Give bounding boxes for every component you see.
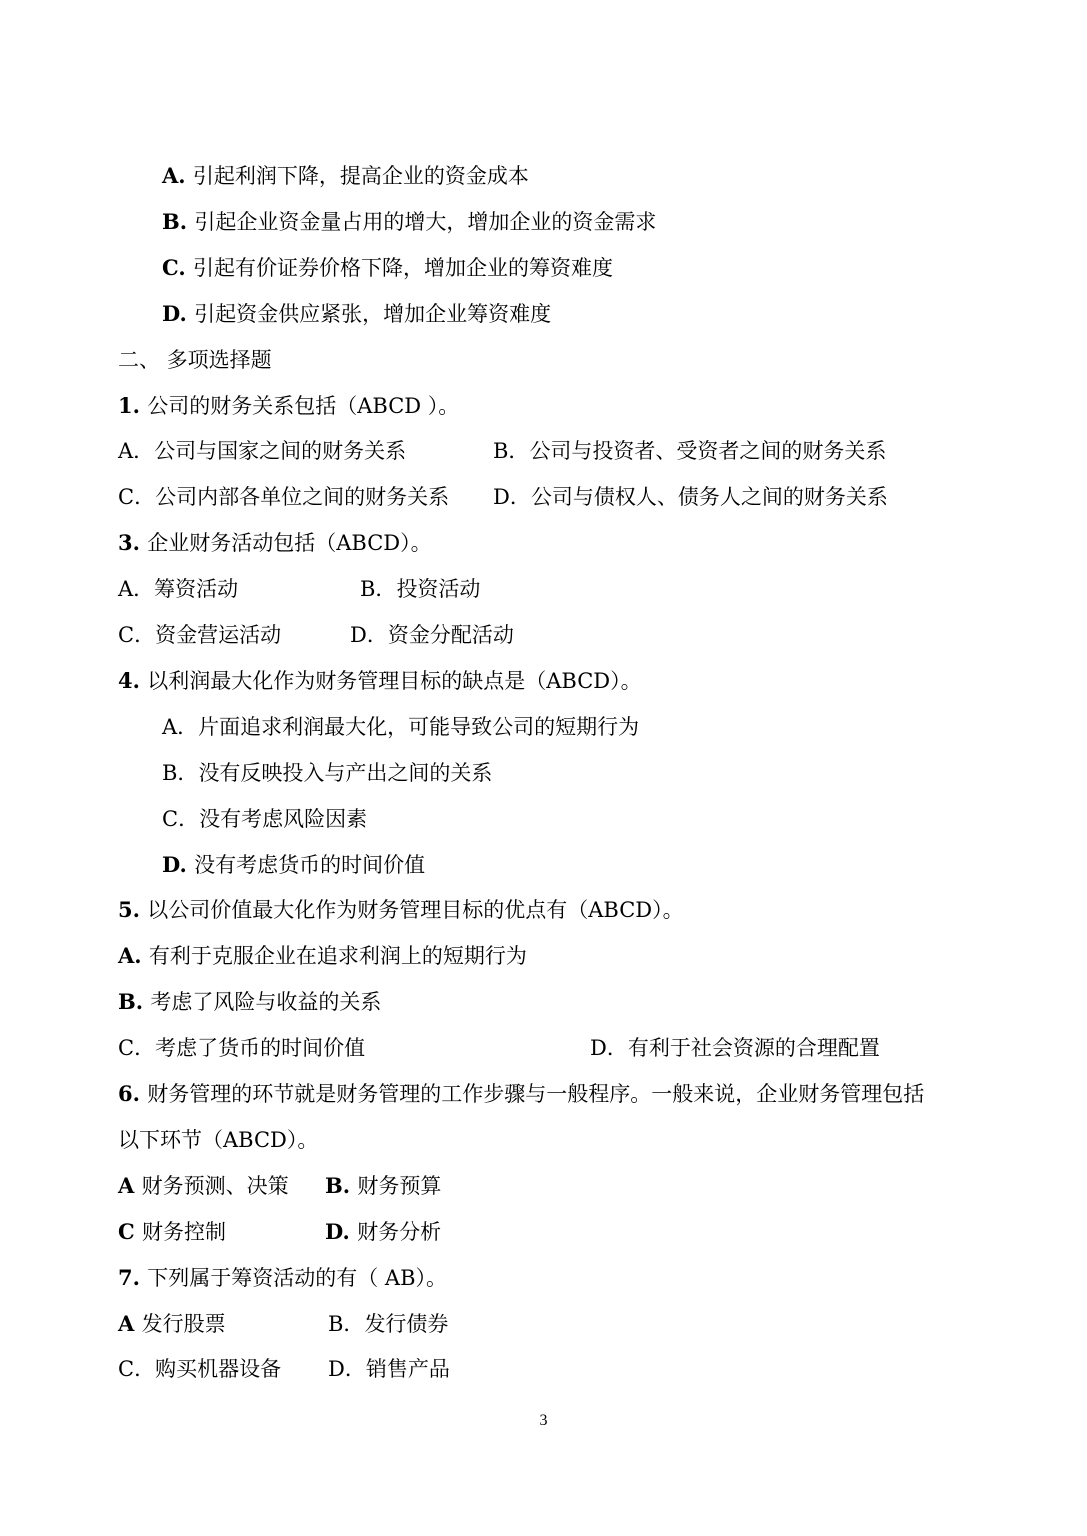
item-text: 多项选择题 xyxy=(160,347,272,372)
text-line xyxy=(0,1354,1087,1384)
item-text: 以公司价值最大化作为财务管理目标的优点有（ABCD）。 xyxy=(147,898,684,923)
item-text: 资金分配活动 xyxy=(387,623,514,647)
text-line xyxy=(0,1079,1087,1109)
item-text: 财务分析 xyxy=(357,1219,442,1244)
item-label: 6. xyxy=(118,1081,148,1106)
item-text: 考虑了货币的时间价值 xyxy=(155,1036,366,1061)
item-text: 有利于克服企业在追求利润上的短期行为 xyxy=(148,944,527,969)
item-label: A xyxy=(118,1172,142,1198)
text-segment xyxy=(325,1217,441,1247)
text-segment xyxy=(162,758,492,788)
item-label: 4. xyxy=(118,667,148,693)
text-line xyxy=(0,574,1087,604)
item-text: 片面追求利润最大化，可能导致公司的短期行为 xyxy=(198,714,640,739)
item-label: D． xyxy=(590,1036,628,1061)
page-number: 3 xyxy=(539,1412,548,1429)
text-segment xyxy=(162,804,367,834)
item-label: 3. xyxy=(118,530,148,556)
text-segment xyxy=(162,207,656,237)
item-text: 以下环节（ABCD）。 xyxy=(118,1127,319,1152)
text-line xyxy=(0,1217,1087,1247)
item-text: 企业财务活动包括（ABCD）。 xyxy=(147,531,432,556)
text-line xyxy=(0,1171,1087,1201)
item-text: 没有考虑货币的时间价值 xyxy=(194,852,426,877)
item-label: A． xyxy=(118,439,155,464)
item-label: 5. xyxy=(118,897,148,923)
item-label: B. xyxy=(325,1172,358,1198)
text-segment xyxy=(493,436,886,466)
text-line xyxy=(0,299,1087,329)
item-text: 公司与投资者、受资者之间的财务关系 xyxy=(529,439,887,464)
item-text: 公司与债权人、债务人之间的财务关系 xyxy=(530,485,888,510)
item-label: C． xyxy=(118,623,156,647)
text-line xyxy=(0,207,1087,237)
text-segment xyxy=(118,895,684,925)
item-text: 公司内部各单位之间的财务关系 xyxy=(155,485,450,510)
text-line xyxy=(0,253,1087,283)
item-label: D. xyxy=(325,1218,358,1244)
item-label: B． xyxy=(162,760,199,785)
text-segment xyxy=(328,1309,448,1339)
item-text: 引起资金供应紧张，增加企业筹资难度 xyxy=(194,301,552,326)
text-line xyxy=(0,804,1087,834)
item-text: 发行股票 xyxy=(141,1311,226,1336)
item-text: 以利润最大化作为财务管理目标的缺点是（ABCD）。 xyxy=(147,668,642,693)
item-text: 投资活动 xyxy=(396,577,481,602)
item-label: C． xyxy=(118,1036,156,1061)
item-label: 7. xyxy=(118,1264,148,1290)
text-segment xyxy=(118,666,642,696)
item-label: A xyxy=(118,1310,142,1336)
item-label: 二、 xyxy=(118,347,160,372)
item-text: 筹资活动 xyxy=(154,577,239,602)
text-segment xyxy=(118,528,432,558)
text-segment xyxy=(162,253,613,283)
text-segment xyxy=(162,712,639,742)
item-label: D． xyxy=(350,623,388,647)
item-label: C． xyxy=(162,806,200,831)
item-text: 财务控制 xyxy=(142,1219,227,1244)
item-label: C． xyxy=(118,1357,156,1382)
text-segment xyxy=(118,1217,226,1247)
item-text: 资金营运活动 xyxy=(155,623,282,647)
item-text: 引起利润下降，提高企业的资金成本 xyxy=(192,164,529,188)
item-label: A. xyxy=(118,943,149,969)
text-line xyxy=(0,987,1087,1017)
item-label: B． xyxy=(360,577,397,602)
text-segment xyxy=(118,941,527,971)
text-segment xyxy=(360,574,480,604)
item-label: B. xyxy=(118,989,151,1015)
text-line xyxy=(0,345,1087,375)
item-label: A． xyxy=(118,577,155,602)
item-label: B. xyxy=(162,208,195,234)
item-text: 没有考虑风险因素 xyxy=(199,806,368,831)
text-line xyxy=(0,1263,1087,1293)
text-segment xyxy=(162,850,425,880)
text-line xyxy=(0,1033,1087,1063)
item-text: 财务预测、决策 xyxy=(141,1173,289,1198)
item-text: 没有反映投入与产出之间的关系 xyxy=(198,760,493,785)
text-segment xyxy=(118,1125,318,1155)
text-line xyxy=(0,620,1087,650)
item-text: 引起有价证券价格下降，增加企业的筹资难度 xyxy=(192,255,613,280)
text-segment xyxy=(118,1171,289,1201)
item-label: C． xyxy=(118,485,156,510)
item-text: 购买机器设备 xyxy=(155,1357,282,1382)
text-segment xyxy=(118,391,459,421)
item-text: 财务预算 xyxy=(357,1173,442,1198)
text-segment xyxy=(118,1263,447,1293)
item-label: A. xyxy=(162,163,193,188)
text-line xyxy=(0,1309,1087,1339)
text-segment xyxy=(325,1171,441,1201)
text-segment xyxy=(118,482,449,512)
text-line xyxy=(0,436,1087,466)
text-segment xyxy=(118,620,281,650)
item-label: C xyxy=(118,1218,143,1244)
text-segment xyxy=(118,1033,365,1063)
text-segment xyxy=(118,1309,226,1339)
item-text: 销售产品 xyxy=(365,1357,450,1382)
item-text: 公司与国家之间的财务关系 xyxy=(154,439,407,464)
text-segment xyxy=(162,161,529,191)
text-line xyxy=(0,161,1087,191)
item-text: 引起企业资金量占用的增大，增加企业的资金需求 xyxy=(194,209,657,234)
text-segment xyxy=(162,299,551,329)
text-line xyxy=(0,758,1087,788)
item-text: 财务管理的环节就是财务管理的工作步骤与一般程序。一般来说，企业财务管理包括 xyxy=(147,1082,925,1106)
text-line xyxy=(0,712,1087,742)
text-line xyxy=(0,850,1087,880)
text-line xyxy=(0,941,1087,971)
text-line xyxy=(0,666,1087,696)
text-segment xyxy=(590,1033,880,1063)
item-label: D． xyxy=(493,485,531,510)
item-label: 1. xyxy=(118,392,148,418)
text-segment xyxy=(118,574,238,604)
item-text: 考虑了风险与收益的关系 xyxy=(150,990,382,1015)
text-line xyxy=(0,482,1087,512)
item-text: 有利于社会资源的合理配置 xyxy=(627,1036,880,1061)
item-text: 公司的财务关系包括（ABCD ）。 xyxy=(147,393,460,418)
item-label: C. xyxy=(162,254,193,280)
item-label: B． xyxy=(493,439,530,464)
text-segment xyxy=(118,1079,924,1109)
text-line xyxy=(0,391,1087,421)
text-line xyxy=(0,528,1087,558)
text-line xyxy=(0,1125,1087,1155)
item-label: D． xyxy=(328,1357,366,1382)
item-label: B． xyxy=(328,1311,365,1336)
item-label: D. xyxy=(162,300,195,326)
text-segment xyxy=(328,1354,450,1384)
text-line xyxy=(0,895,1087,925)
item-text: 下列属于筹资活动的有（ AB）。 xyxy=(147,1265,448,1290)
text-segment xyxy=(118,1354,281,1384)
text-segment xyxy=(118,987,381,1017)
item-text: 发行债券 xyxy=(364,1311,449,1336)
text-segment xyxy=(350,620,514,650)
text-segment xyxy=(118,436,406,466)
item-label: D. xyxy=(162,851,195,877)
text-segment xyxy=(118,345,272,375)
text-segment xyxy=(493,482,888,512)
item-label: A． xyxy=(162,714,199,739)
